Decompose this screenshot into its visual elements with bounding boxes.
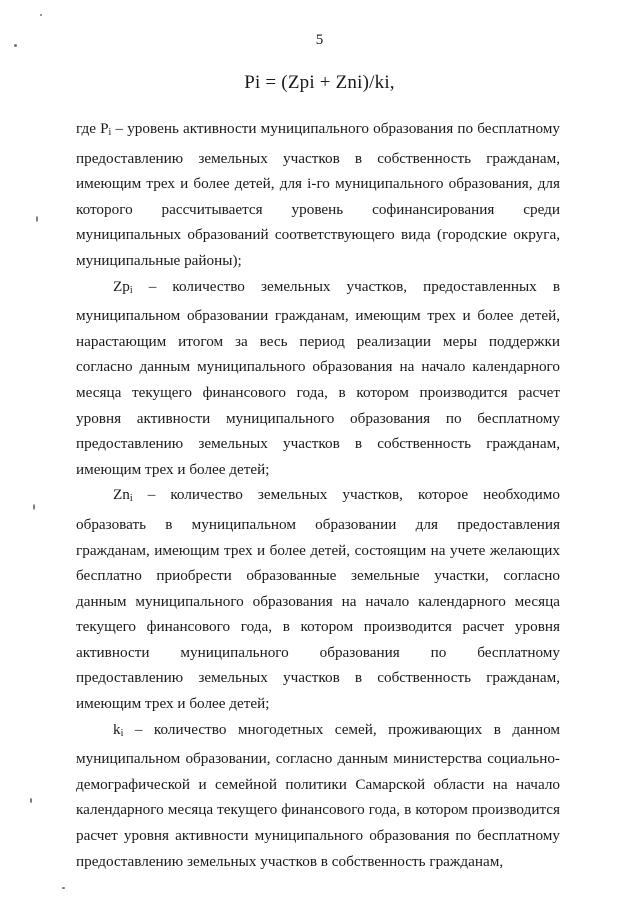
paragraph-p-definition	[76, 116, 560, 274]
scan-speck	[62, 887, 65, 889]
variable-symbol: P	[100, 120, 109, 137]
paragraph-text: – количество земельных участков, которое необходимо образовать в муниципальном образовании для предоставления гражданам, имеющим трех и более детей, состоящим на учете желающих бесплатно приобрести образованные земельные участки, согласно данным муниципального образования на начало календарного месяца текущего финансового года, в котором производится расчет уровня активности муниципального образования по бесплатному предоставлению земельных участков в собственность гражданам, имеющим трех и более детей;	[76, 486, 561, 713]
scan-speck	[14, 44, 17, 47]
variable-subscript: i	[108, 127, 112, 138]
variable-symbol: k	[113, 720, 121, 738]
paragraph-prefix: где	[76, 120, 101, 137]
formula: Pi = (Zpi + Zni)/ki,	[244, 72, 395, 93]
scan-speck	[40, 14, 42, 16]
scan-speck	[36, 216, 38, 222]
page-number: 5	[315, 32, 324, 48]
paragraph-text: – уровень активности муниципального образования по бесплатному предоставлению земельных участков в собственность гражданам, имеющим трех и более детей, для i-го муниципального образования, для которого рассчитывается уровень софинансирования среди муниципальных образований соответствующего вида (городские округа, муниципальные районы);	[76, 120, 560, 269]
document-body	[76, 116, 560, 874]
variable-subscript: i	[129, 493, 133, 505]
variable-subscript: i	[120, 727, 124, 739]
scan-speck	[33, 504, 35, 510]
variable-subscript: i	[129, 284, 133, 296]
scan-speck	[30, 798, 32, 803]
paragraph-text: – количество земельных участков, предоставленных в муниципальном образовании гражданам, имеющим трех и более детей, нарастающим итогом за весь период реализации меры поддержки согласно данным муниципального образования на начало календарного месяца текущего финансового года, в котором производится расчет уровня активности муниципального образования по бесплатному предоставлению земельных участков в собственность гражданам, имеющим трех и более детей;	[76, 277, 560, 478]
variable-symbol: Zp	[113, 277, 130, 295]
paragraph-text: – количество многодетных семей, проживающих в данном муниципальном образовании, согласно данным министерства социально-демографической и семейной политики Самарской области на начало календарного месяца текущего финансового года, в котором производится расчет уровня активности муниципального образования по бесплатному предоставлению земельных участков в собственность гражданам,	[76, 720, 560, 870]
paragraph-k-definition	[76, 717, 560, 875]
variable-symbol: Zn	[113, 486, 130, 504]
paragraph-zp-definition	[76, 274, 560, 483]
paragraph-zn-definition	[76, 482, 560, 716]
